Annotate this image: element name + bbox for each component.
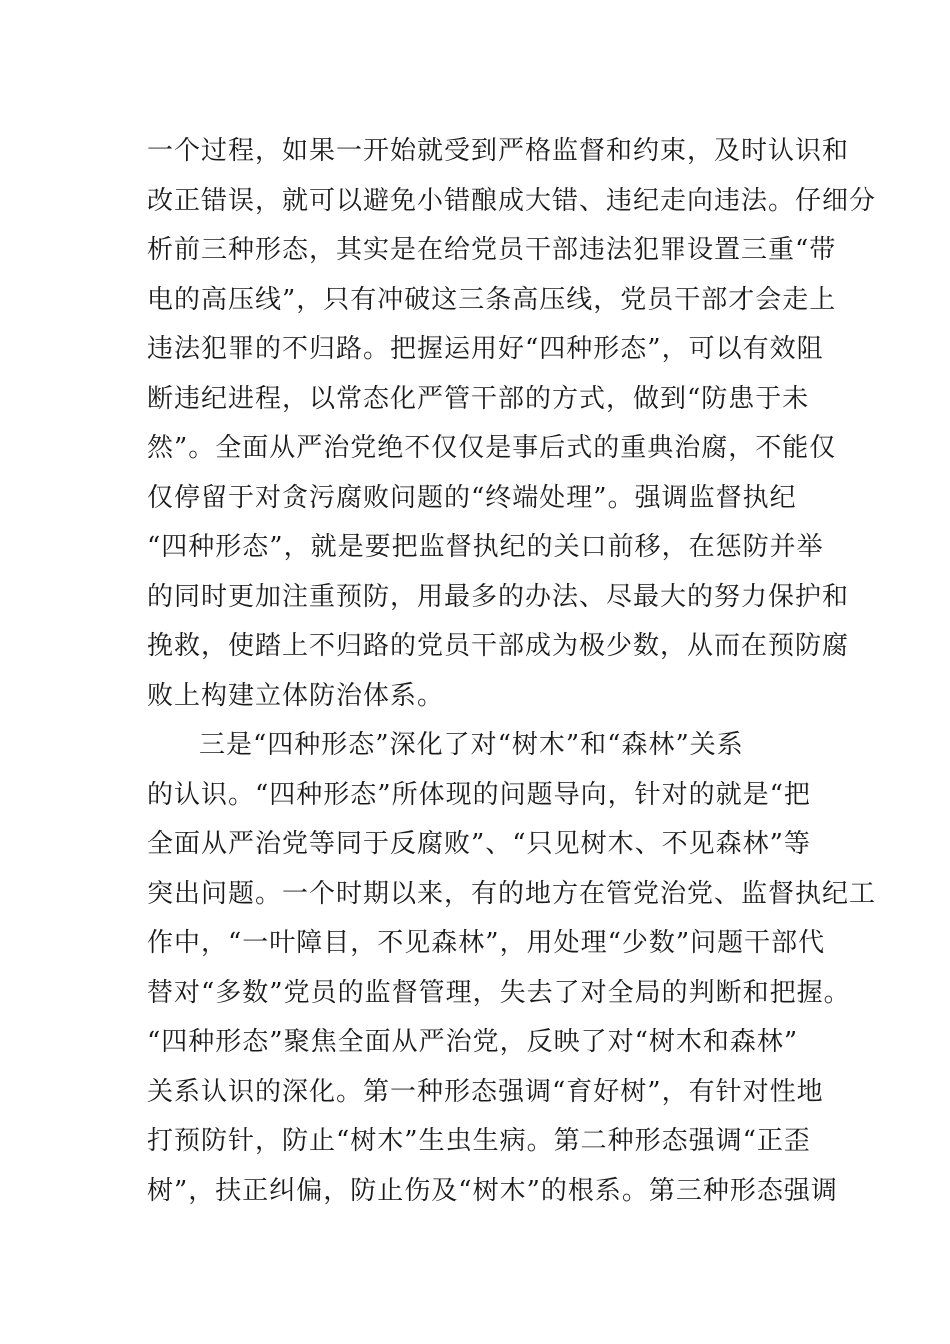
text-line: 断违纪进程，以常态化严管干部的方式，做到“防患于未 — [147, 383, 810, 414]
text-line: 树”，扶正纠偏，防止伤及“树木”的根系。第三种形态强调 — [147, 1175, 838, 1206]
text-line: 作中，“一叶障目，不见森林”，用处理“少数”问题干部代 — [147, 928, 826, 958]
paragraph-start-line: 三是“四种形态”深化了对“树木”和“森林”关系 — [199, 730, 744, 760]
text-line: 打预防针，防止“树木”生虫生病。第二种形态强调“正歪 — [147, 1126, 811, 1156]
text-line: 的同时更加注重预防，用最多的办法、尽最大的努力保护和 — [147, 581, 850, 612]
text-line: “四种形态”聚焦全面从严治党，反映了对“树木和森林” — [147, 1027, 799, 1057]
body-text — [147, 127, 877, 1216]
text-line: 突出问题。一个时期以来，有的地方在管党治党、监督执纪工 — [147, 878, 877, 909]
text-line: 全面从严治党等同于反腐败”、“只见树木、不见森林”等 — [147, 829, 811, 859]
text-line: 违法犯罪的不归路。把握运用好“四种形态”，可以有效阻 — [147, 334, 824, 364]
text-line: 挽救，使踏上不归路的党员干部成为极少数，从而在预防腐 — [147, 631, 850, 661]
text-line: 改正错误，就可以避免小错酿成大错、违纪走向违法。仔细分 — [147, 185, 877, 216]
text-line: 的认识。“四种形态”所体现的问题导向，针对的就是“把 — [147, 779, 811, 810]
text-line: 替对“多数”党员的监督管理，失去了对全局的判断和把握。 — [147, 977, 851, 1008]
text-line: 析前三种形态，其实是在给党员干部违法犯罪设置三重“带 — [147, 235, 837, 265]
text-line: 败上构建立体防治体系。 — [147, 680, 445, 711]
text-line: “四种形态”，就是要把监督执纪的关口前移，在惩防并举 — [147, 532, 824, 562]
text-line: 电的高压线”，只有冲破这三条高压线，党员干部才会走上 — [147, 284, 837, 315]
text-line: 仅停留于对贪污腐败问题的“终端处理”。强调监督执纪 — [147, 482, 797, 513]
text-line: 一个过程，如果一开始就受到严格监督和约束，及时认识和 — [147, 136, 850, 166]
text-line: 关系认识的深化。第一种形态强调“育好树”，有针对性地 — [147, 1076, 824, 1107]
text-line: 然”。全面从严治党绝不仅仅是事后式的重典治腐，不能仅 — [147, 433, 837, 463]
